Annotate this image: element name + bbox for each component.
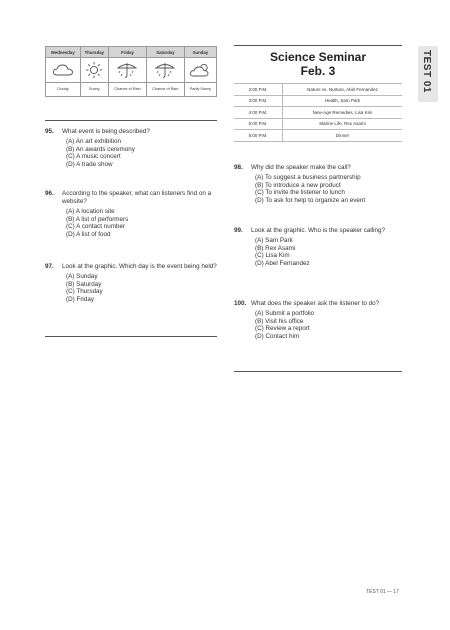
question-number: 97. <box>45 263 54 270</box>
question-number: 99. <box>234 227 243 234</box>
schedule-time: 3:00 P.M. <box>234 95 283 107</box>
weather-day: Saturday <box>146 47 184 58</box>
answer-option[interactable]: (B) A list of performers <box>66 215 129 223</box>
divider <box>234 45 402 46</box>
question-100 <box>234 300 402 340</box>
question-number: 100. <box>234 300 247 307</box>
question-number: 96. <box>45 190 54 197</box>
cloud-icon <box>52 62 74 78</box>
weather-condition: Chance of Rain <box>109 83 147 97</box>
weather-day: Sunday <box>184 47 216 58</box>
seminar-schedule <box>234 83 402 142</box>
seminar-date: Feb. 3 <box>300 64 336 78</box>
page-footer: TEST 01 — 17 <box>366 589 399 595</box>
question-text: Look at the graphic. Who is the speaker calling? <box>251 227 386 234</box>
schedule-time: 2:00 P.M. <box>234 84 283 96</box>
question-number: 98. <box>234 164 243 171</box>
weather-condition: Partly Sunny <box>184 83 216 97</box>
answer-option[interactable]: (D) Friday <box>66 295 94 303</box>
schedule-time: 4:00 P.M. <box>234 107 283 119</box>
answer-options <box>255 237 402 267</box>
divider <box>234 371 402 372</box>
rain-icon <box>116 60 138 80</box>
divider <box>45 336 217 337</box>
answer-option[interactable]: (B) Rex Asami <box>255 244 296 252</box>
test-tab <box>418 46 438 102</box>
schedule-event: Dinner <box>283 130 403 142</box>
answer-option[interactable]: (A) Sunday <box>66 273 98 280</box>
answer-option[interactable]: (B) Visit his office <box>255 317 304 325</box>
answer-option[interactable]: (B) To introduce a new product <box>255 181 341 189</box>
schedule-event: Nature vs. Nurture, Abel Fernandez <box>283 84 403 96</box>
answer-options <box>66 273 217 303</box>
question-99 <box>234 227 402 267</box>
question-text: According to the speaker, what can listeners find on a website? <box>62 190 212 205</box>
divider <box>45 120 217 121</box>
answer-option[interactable]: (C) Lisa Kim <box>255 252 290 260</box>
answer-option[interactable]: (B) Saturday <box>66 280 102 288</box>
schedule-row <box>234 84 402 96</box>
schedule-time: 6:00 P.M. <box>234 130 283 142</box>
answer-option[interactable]: (B) An awards ceremony <box>66 145 135 153</box>
schedule-row <box>234 95 402 107</box>
answer-option[interactable]: (A) Submit a portfolio <box>255 310 315 317</box>
question-text: What event is being described? <box>62 128 150 135</box>
seminar-title <box>234 50 402 78</box>
answer-option[interactable]: (A) To suggest a business partnership <box>255 174 361 181</box>
answer-option[interactable]: (D) To ask for help to organize an event <box>255 196 366 204</box>
schedule-event: Health, Sam Park <box>283 95 403 107</box>
question-98 <box>234 164 402 204</box>
schedule-event: Marine Life, Rex Asami <box>283 118 403 130</box>
weather-condition: Chance of Rain <box>146 83 184 97</box>
schedule-row <box>234 130 402 142</box>
weather-condition: Sunny <box>80 83 108 97</box>
answer-option[interactable]: (C) A music concert <box>66 153 121 161</box>
answer-option[interactable]: (A) A location site <box>66 208 115 215</box>
answer-option[interactable]: (C) A contact number <box>66 223 126 231</box>
schedule-event: New-Age Remedies, Lisa Kim <box>283 107 403 119</box>
question-97 <box>45 263 217 303</box>
answer-option[interactable]: (C) To invite the listener to lunch <box>255 189 345 197</box>
answer-option[interactable]: (C) Review a report <box>255 325 310 333</box>
question-text: What does the speaker ask the listener to do? <box>251 300 380 307</box>
answer-option[interactable]: (D) A list of food <box>66 230 111 238</box>
schedule-row <box>234 118 402 130</box>
schedule-time: 5:00 P.M. <box>234 118 283 130</box>
weather-forecast-table <box>45 46 217 97</box>
weather-day: Thursday <box>80 47 108 58</box>
answer-option[interactable]: (C) Thursday <box>66 288 103 296</box>
seminar-name: Science Seminar <box>269 50 367 64</box>
test-tab-label: TEST 01 <box>421 50 432 93</box>
weather-day: Wednesday <box>46 47 81 58</box>
answer-options <box>66 208 217 238</box>
answer-option[interactable]: (D) A trade show <box>66 160 113 168</box>
schedule-row <box>234 107 402 119</box>
question-text: Why did the speaker make the call? <box>251 164 351 171</box>
weather-day: Friday <box>109 47 147 58</box>
partly-sunny-icon <box>189 62 211 78</box>
question-95 <box>45 128 217 168</box>
rain-icon <box>154 60 176 80</box>
answer-option[interactable]: (D) Abel Fernandez <box>255 259 310 267</box>
question-96 <box>45 190 217 238</box>
answer-options <box>66 138 217 168</box>
sun-icon <box>85 61 103 79</box>
answer-option[interactable]: (A) Sam Park <box>255 237 293 244</box>
answer-options <box>255 310 402 340</box>
answer-options <box>255 174 402 204</box>
answer-option[interactable]: (D) Contact him <box>255 332 300 340</box>
weather-condition: Cloudy <box>46 83 81 97</box>
answer-option[interactable]: (A) An art exhibition <box>66 138 121 145</box>
question-text: Look at the graphic. Which day is the event being held? <box>62 263 217 270</box>
question-number: 95. <box>45 128 54 135</box>
